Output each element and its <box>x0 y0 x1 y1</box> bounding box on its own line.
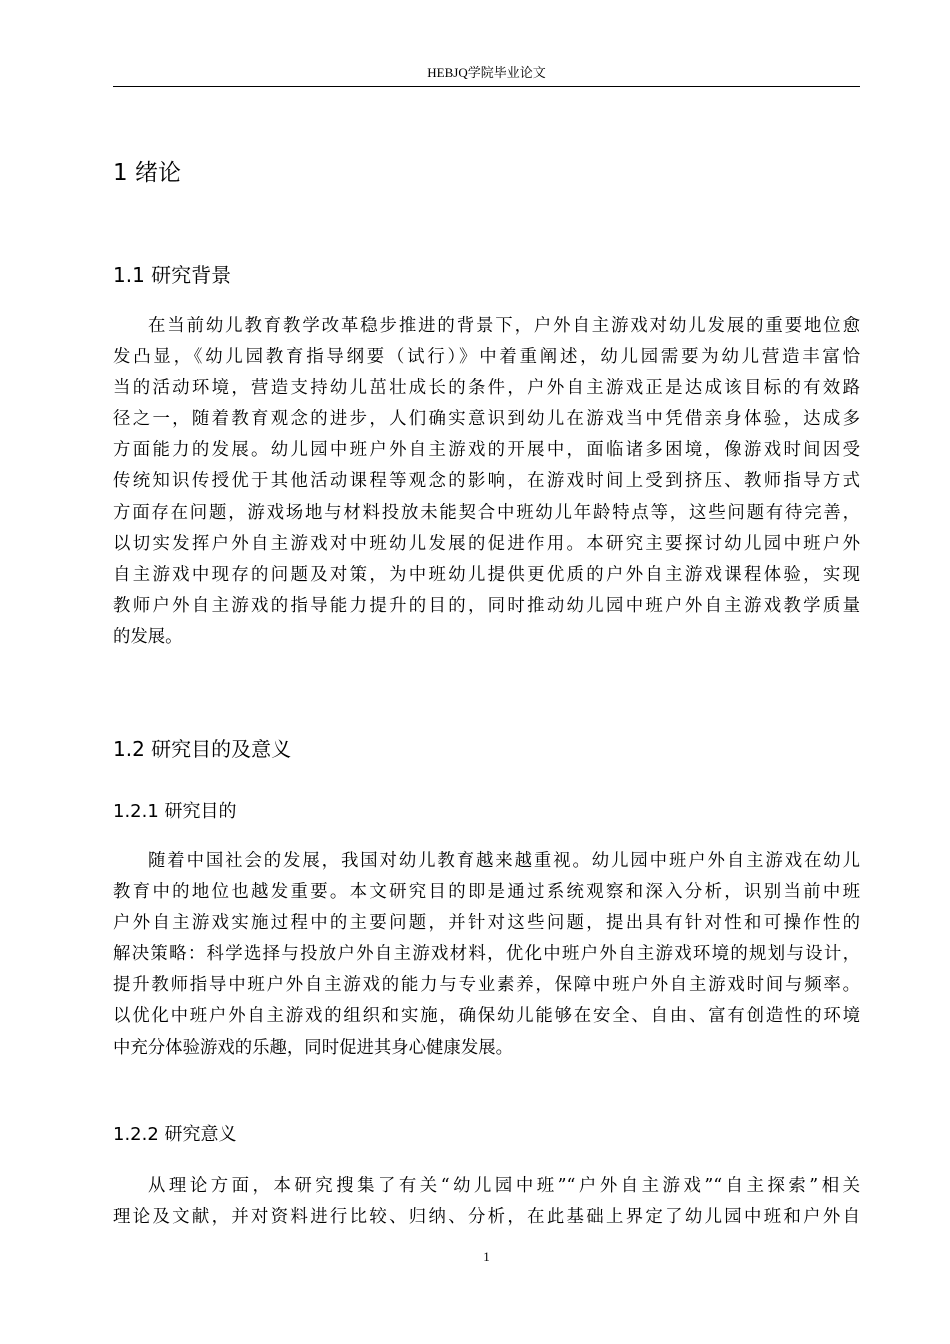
paragraph-line: 提升教师指导中班户外自主游戏的能力与专业素养，保障中班户外自主游戏时间与频率。 <box>113 975 860 996</box>
paragraph-line: 在当前幼儿教育教学改革稳步推进的背景下，户外自主游戏对幼儿发展的重要地位愈 <box>148 316 860 336</box>
paragraph-line: 以优化中班户外自主游戏的组织和实施，确保幼儿能够在安全、自由、富有创造性的环境 <box>113 1006 860 1027</box>
paragraph-research-background <box>113 311 860 653</box>
paragraph-line: 理论及文献，并对资料进行比较、归纳、分析，在此基础上界定了幼儿园中班和户外自 <box>113 1207 860 1228</box>
paragraph-line: 的发展。 <box>113 626 183 647</box>
paragraph-research-purpose <box>113 846 860 1064</box>
section-title-1-1: 1.1 研究背景 <box>113 263 232 287</box>
chapter-title: 1 绪论 <box>113 160 181 186</box>
header-rule <box>113 86 860 87</box>
paragraph-line: 当的活动环境，营造支持幼儿茁壮成长的条件，户外自主游戏正是达成该目标的有效路 <box>113 378 860 399</box>
paragraph-line: 从理论方面，本研究搜集了有关“幼儿园中班”“户外自主游戏”“自主探索”相关 <box>148 1176 860 1196</box>
paragraph-line: 户外自主游戏实施过程中的主要问题，并针对这些问题，提出具有针对性和可操作性的 <box>113 913 860 934</box>
paragraph-line: 传统知识传授优于其他活动课程等观念的影响，在游戏时间上受到挤压、教师指导方式 <box>113 471 860 492</box>
paragraph-line: 教师户外自主游戏的指导能力提升的目的，同时推动幼儿园中班户外自主游戏教学质量 <box>113 595 860 616</box>
page-number: 1 <box>483 1249 490 1264</box>
paragraph-line: 中充分体验游戏的乐趣，同时促进其身心健康发展。 <box>113 1037 513 1058</box>
section-title-1-2: 1.2 研究目的及意义 <box>113 737 292 761</box>
paragraph-line: 发凸显，《幼儿园教育指导纲要（试行）》中着重阐述，幼儿园需要为幼儿营造丰富恰 <box>113 347 860 368</box>
section-title-1-2-1: 1.2.1 研究目的 <box>113 801 237 822</box>
paragraph-line: 随着中国社会的发展，我国对幼儿教育越来越重视。幼儿园中班户外自主游戏在幼儿 <box>148 851 860 871</box>
paragraph-line: 径之一，随着教育观念的进步，人们确实意识到幼儿在游戏当中凭借亲身体验，达成多 <box>113 409 860 430</box>
paragraph-line: 方面存在问题，游戏场地与材料投放未能契合中班幼儿年龄特点等，这些问题有待完善， <box>113 502 860 523</box>
paragraph-line: 方面能力的发展。幼儿园中班户外自主游戏的开展中，面临诸多困境，像游戏时间因受 <box>113 440 860 461</box>
paragraph-line: 以切实发挥户外自主游戏对中班幼儿发展的促进作用。本研究主要探讨幼儿园中班户外 <box>113 533 860 554</box>
section-title-1-2-2: 1.2.2 研究意义 <box>113 1124 237 1145</box>
paragraph-line: 解决策略：科学选择与投放户外自主游戏材料，优化中班户外自主游戏环境的规划与设计， <box>113 944 860 965</box>
paragraph-line: 教育中的地位也越发重要。本文研究目的即是通过系统观察和深入分析，识别当前中班 <box>113 882 860 903</box>
page-header: HEBJQ学院毕业论文 <box>427 65 546 80</box>
paragraph-research-significance <box>113 1171 860 1233</box>
paragraph-line: 自主游戏中现存的问题及对策，为中班幼儿提供更优质的户外自主游戏课程体验，实现 <box>113 564 860 585</box>
